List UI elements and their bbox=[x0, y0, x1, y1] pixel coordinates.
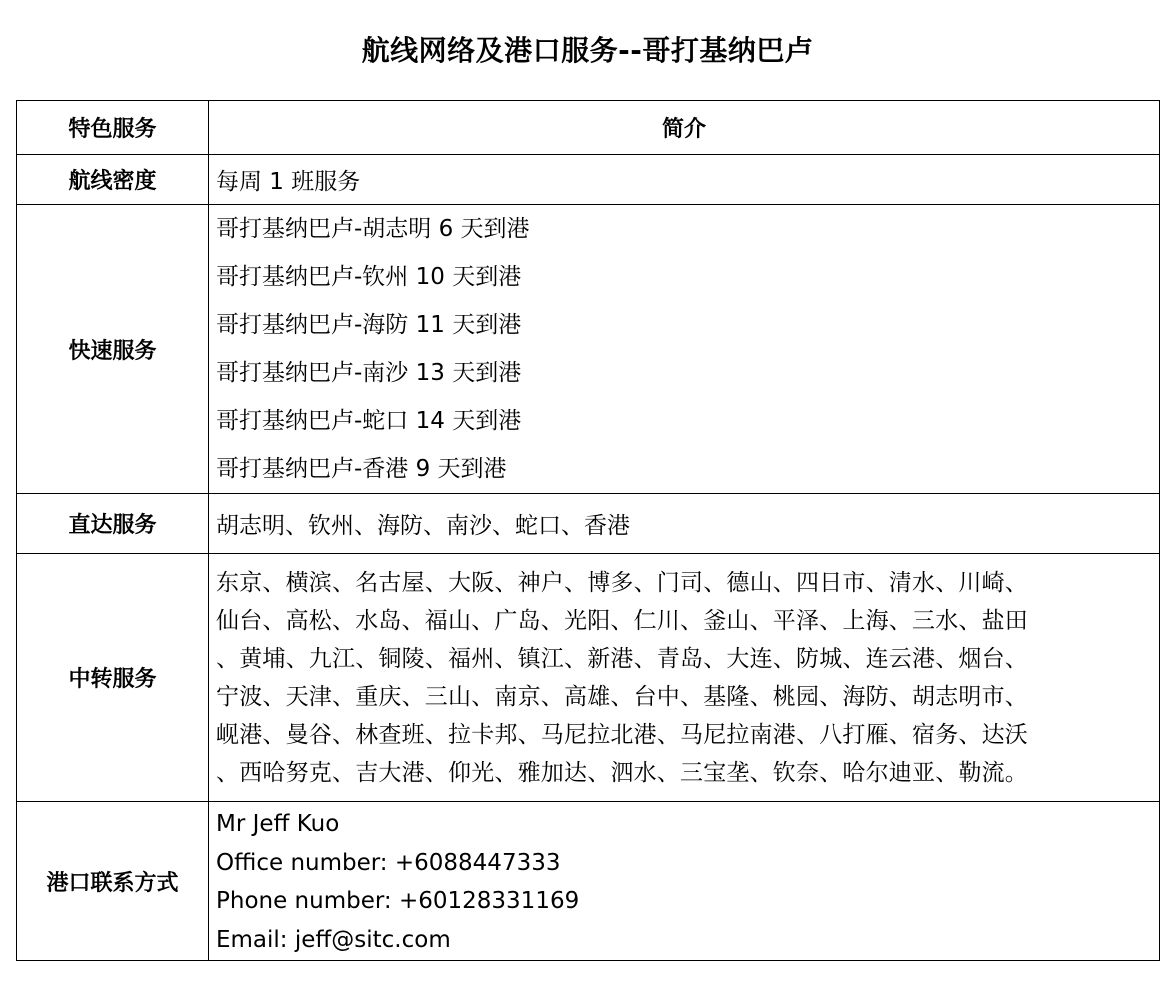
content-transfer-service bbox=[209, 554, 1160, 802]
document-title: 航线网络及港口服务--哥打基纳巴卢 bbox=[361, 34, 814, 67]
transfer-line: 仙台、高松、水岛、福山、广岛、光阳、仁川、釜山、平泽、上海、三水、盐田 bbox=[216, 607, 1028, 634]
contact-phone-number: Phone number: +60128331169 bbox=[216, 888, 580, 914]
service-table bbox=[16, 100, 1160, 961]
content-route-density bbox=[209, 155, 1160, 205]
express-line: 哥打基纳巴卢-南沙 13 天到港 bbox=[216, 360, 522, 386]
express-line: 哥打基纳巴卢-海防 11 天到港 bbox=[216, 312, 522, 338]
header-description: 简介 bbox=[209, 101, 1160, 155]
contact-email: Email: jeff@sitc.com bbox=[216, 926, 451, 953]
contact-office-number: Office number: +6088447333 bbox=[216, 849, 561, 876]
row-express-service bbox=[17, 205, 1160, 494]
row-port-contact bbox=[17, 802, 1160, 961]
label-transfer-service: 中转服务 bbox=[17, 554, 209, 802]
transfer-line: 、黄埔、九江、铜陵、福州、镇江、新港、青岛、大连、防城、连云港、烟台、 bbox=[216, 645, 1028, 672]
express-line: 哥打基纳巴卢-蛇口 14 天到港 bbox=[216, 408, 522, 434]
transfer-line: 、西哈努克、吉大港、仰光、雅加达、泗水、三宝垄、钦奈、哈尔迪亚、勒流。 bbox=[216, 759, 1028, 786]
label-port-contact: 港口联系方式 bbox=[17, 802, 209, 961]
contact-name: Mr Jeff Kuo bbox=[216, 811, 340, 837]
transfer-line: 岘港、曼谷、林查班、拉卡邦、马尼拉北港、马尼拉南港、八打雁、宿务、达沃 bbox=[216, 721, 1028, 748]
express-line: 哥打基纳巴卢-香港 9 天到港 bbox=[216, 456, 507, 482]
table-header-row bbox=[17, 101, 1160, 155]
row-route-density bbox=[17, 155, 1160, 205]
direct-line: 胡志明、钦州、海防、南沙、蛇口、香港 bbox=[216, 513, 630, 539]
row-transfer-service bbox=[17, 554, 1160, 802]
density-line: 每周 1 班服务 bbox=[216, 169, 361, 195]
express-line: 哥打基纳巴卢-胡志明 6 天到港 bbox=[216, 216, 530, 242]
header-feature-service: 特色服务 bbox=[17, 101, 209, 155]
transfer-line: 东京、横滨、名古屋、大阪、神户、博多、门司、德山、四日市、清水、川崎、 bbox=[216, 569, 1028, 596]
content-port-contact bbox=[209, 802, 1160, 961]
label-direct-service: 直达服务 bbox=[17, 494, 209, 554]
label-express-service: 快速服务 bbox=[17, 205, 209, 494]
content-direct-service bbox=[209, 494, 1160, 554]
express-line: 哥打基纳巴卢-钦州 10 天到港 bbox=[216, 264, 522, 290]
transfer-line: 宁波、天津、重庆、三山、南京、高雄、台中、基隆、桃园、海防、胡志明市、 bbox=[216, 683, 1028, 710]
content-express-service bbox=[209, 205, 1160, 494]
label-route-density: 航线密度 bbox=[17, 155, 209, 205]
row-direct-service bbox=[17, 494, 1160, 554]
